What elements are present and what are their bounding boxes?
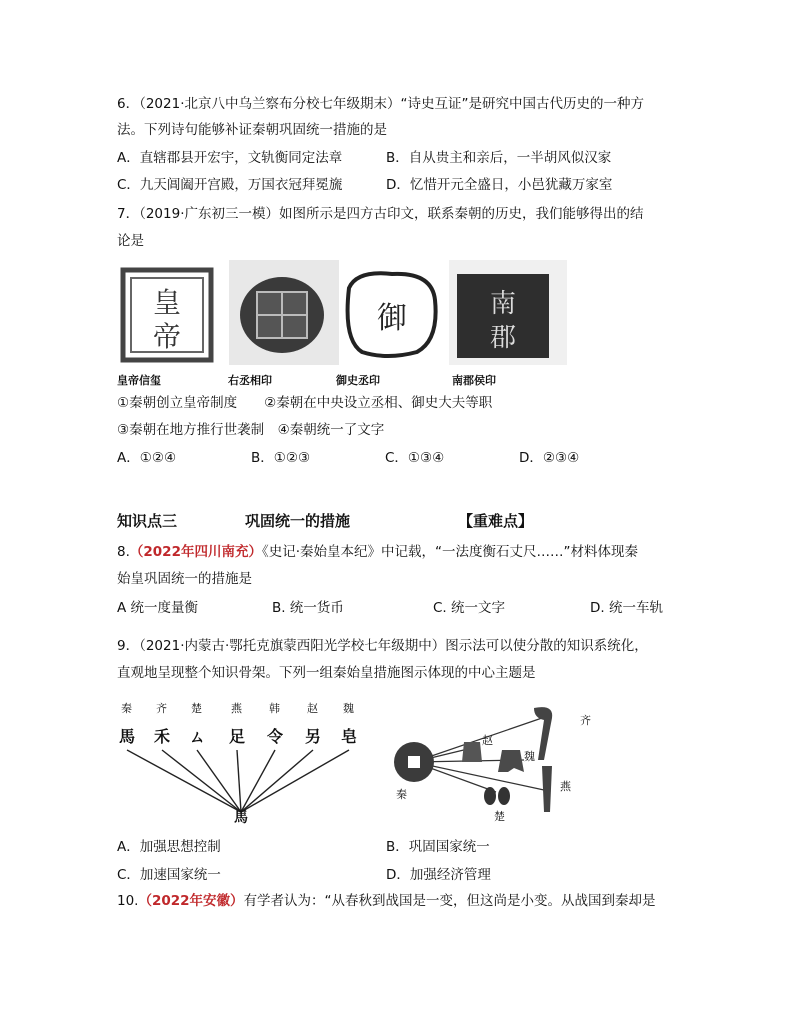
state-label-qin: 秦 xyxy=(121,702,132,715)
q8-option-d: D. 统一车轨 xyxy=(590,600,663,616)
state-label-han: 韩 xyxy=(269,702,280,715)
q6-option-a: A．直辖郡县开宏宇，文轨衡同定法章 xyxy=(117,150,343,166)
svg-text:足: 足 xyxy=(228,727,246,746)
q6-stem-line1: 6．（2021·北京八中乌兰察布分校七年级期末）“诗史互证”是研究中国古代历史的一种方 xyxy=(117,96,644,112)
q7-statements-line2: ③秦朝在地方推行世袭制 ④秦朝统一了文字 xyxy=(117,422,385,438)
seal-figure xyxy=(117,260,567,370)
q6-option-b: B．自从贵主和亲后，一半胡风似汉家 xyxy=(386,150,612,166)
q9-option-d: D．加强经济管理 xyxy=(386,867,491,883)
q7-option-c: C．①③④ xyxy=(385,450,445,466)
q8-text: 《史记·秦始皇本纪》中记载，“一法度衡石丈尺……”材料体现秦 xyxy=(261,544,638,560)
state-label-zhao: 赵 xyxy=(307,702,318,715)
seal-image-1 xyxy=(123,270,211,360)
coin-label-yan: 燕 xyxy=(560,780,571,793)
coin-label-zhao: 赵 xyxy=(482,734,493,747)
state-label-qi: 齐 xyxy=(156,702,167,715)
q7-stem-line2: 论是 xyxy=(117,233,144,249)
q6-option-d: D．忆惜开元全盛日，小邑犹藏万家室 xyxy=(386,177,613,193)
coin-label-qi: 齐 xyxy=(580,714,591,727)
q9-stem-line2: 直观地呈现整个知识骨架。下列一组秦始皇措施图示体现的中心主题是 xyxy=(117,665,536,681)
coin-label-wei: 魏 xyxy=(524,750,535,763)
q10-number: 10. xyxy=(117,893,139,909)
q9-option-b: B．巩固国家统一 xyxy=(386,839,490,855)
q6-option-c: C．九天阊阖开宫殿，万国衣冠拜冕旒 xyxy=(117,177,343,193)
q8-stem-line1 xyxy=(117,543,638,561)
section-title: 知识点三 xyxy=(117,512,178,530)
q9-stem-line1: 9．（2021·内蒙古·鄂托克旗蒙西阳光学校七年级期中）图示法可以使分散的知识系统化， xyxy=(117,638,648,654)
state-label-wei: 魏 xyxy=(343,702,354,715)
q7-option-d: D．②③④ xyxy=(519,450,580,466)
section-tag: 【重难点】 xyxy=(458,512,534,530)
q8-option-c: C. 统一文字 xyxy=(433,600,506,616)
spade-coin-zhao xyxy=(462,742,482,762)
q6-stem-line2: 法。下列诗句能够补证秦朝巩固统一措施的是 xyxy=(117,122,387,138)
svg-text:御: 御 xyxy=(377,301,407,336)
q8-number: 8. xyxy=(117,544,130,560)
q8-option-b: B. 统一货币 xyxy=(272,600,344,616)
currency-unification-diagram xyxy=(384,700,614,825)
q8-source: （2022年四川南充） xyxy=(129,544,262,560)
q7-stem-line1: 7．（2019·广东初三一模）如图所示是四方古印文，联系秦朝的历史，我们能够得出的结 xyxy=(117,206,644,222)
svg-text:南: 南 xyxy=(489,289,517,319)
svg-text:禾: 禾 xyxy=(153,727,171,746)
knife-coin-yan xyxy=(542,766,552,812)
svg-text:馬: 馬 xyxy=(234,810,248,825)
svg-text:皇: 皇 xyxy=(152,286,182,319)
seal-caption-2: 右丞相印 xyxy=(228,374,272,387)
q9-option-a: A．加强思想控制 xyxy=(117,839,221,855)
coin-label-chu: 楚 xyxy=(494,810,505,823)
q7-option-a: A．①②④ xyxy=(117,450,177,466)
svg-text:馬: 馬 xyxy=(118,727,136,746)
q10-text: 有学者认为：“从春秋到战国是一变，但这尚是小变。从战国到秦却是 xyxy=(243,893,656,909)
svg-text:郡: 郡 xyxy=(489,323,517,353)
seal-caption-1: 皇帝信玺 xyxy=(117,374,161,387)
q7-option-b: B．①②③ xyxy=(251,450,311,466)
state-label-chu: 楚 xyxy=(191,702,202,715)
spade-coin-wei xyxy=(498,750,524,772)
seal-image-2 xyxy=(229,260,339,365)
scripts-unification-diagram xyxy=(117,700,367,825)
q10-source: （2022年安徽） xyxy=(138,893,244,909)
svg-text:皂: 皂 xyxy=(340,727,358,746)
seal-image-4 xyxy=(449,260,567,365)
svg-text:另: 另 xyxy=(304,727,322,746)
q9-option-c: C．加速国家统一 xyxy=(117,867,221,883)
svg-text:帝: 帝 xyxy=(152,320,182,353)
q8-option-a: A 统一度量衡 xyxy=(117,600,199,616)
seal-caption-3: 御史丞印 xyxy=(336,374,380,387)
seal-caption-4: 南郡侯印 xyxy=(452,374,496,387)
q7-statements-line1: ①秦朝创立皇帝制度 ②秦朝在中央设立丞相、御史大夫等职 xyxy=(117,395,493,411)
ant-nose-coin-chu xyxy=(484,787,510,805)
state-label-yan: 燕 xyxy=(231,702,242,715)
section-topic: 巩固统一的措施 xyxy=(245,512,351,530)
banliang-coin xyxy=(394,742,434,782)
svg-text:令: 令 xyxy=(266,727,284,746)
svg-text:ㄙ: ㄙ xyxy=(188,727,206,746)
coin-label-qin: 秦 xyxy=(396,788,407,801)
q10-stem-line1 xyxy=(117,892,656,910)
seal-image-3 xyxy=(342,260,442,365)
knife-coin-qi xyxy=(534,707,552,760)
q8-stem-line2: 始皇巩固统一的措施是 xyxy=(117,571,252,587)
